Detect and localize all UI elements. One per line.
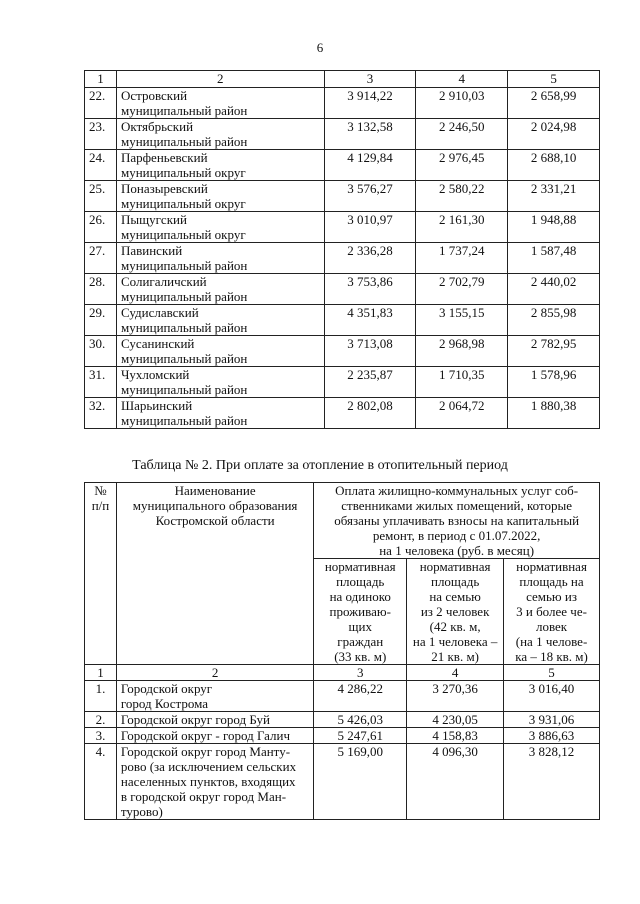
column-number: 2 [116, 71, 324, 88]
subheader-text: (на 1 челове- [515, 634, 588, 649]
value-cell: 2 702,79 [416, 274, 508, 305]
municipality-name-line: Островский [120, 88, 188, 103]
row-number: 4. [85, 744, 117, 820]
municipality-name [116, 744, 313, 820]
municipality-name-line: муниципальный округ [120, 227, 246, 242]
value-cell: 2 782,95 [508, 336, 600, 367]
column-number-row [85, 665, 600, 681]
value-cell: 1 880,38 [508, 398, 600, 429]
municipality-name-line: муниципальный округ [120, 165, 246, 180]
row-number: 24. [85, 150, 117, 181]
municipality-name [116, 88, 324, 119]
value-cell: 4 129,84 [324, 150, 416, 181]
value-cell: 1 710,35 [416, 367, 508, 398]
value-cell: 2 440,02 [508, 274, 600, 305]
row-number: 32. [85, 398, 117, 429]
value-cell: 3 132,58 [324, 119, 416, 150]
table-2-title: Таблица № 2. При оплате за отопление в отопительный период [132, 458, 508, 473]
municipality-name-line: муниципальный район [120, 103, 248, 118]
header-payment-cell [314, 483, 600, 559]
row-number: 29. [85, 305, 117, 336]
table-row [85, 212, 600, 243]
subheader-three-plus-family [504, 559, 600, 665]
table-row [85, 305, 600, 336]
value-cell: 5 247,61 [314, 728, 407, 744]
municipality-name-line: Солигаличский [120, 274, 207, 289]
value-cell: 2 246,50 [416, 119, 508, 150]
municipality-name-line: Сусанинский [120, 336, 195, 351]
column-number: 2 [116, 665, 313, 681]
value-cell: 5 169,00 [314, 744, 407, 820]
value-cell: 2 024,98 [508, 119, 600, 150]
value-cell: 5 426,03 [314, 712, 407, 728]
row-number: 28. [85, 274, 117, 305]
value-cell: 4 096,30 [407, 744, 504, 820]
value-cell: 2 331,21 [508, 181, 600, 212]
value-cell: 2 658,99 [508, 88, 600, 119]
municipality-name [116, 681, 313, 712]
header-text: муниципального образования [132, 498, 298, 513]
page-number: 6 [316, 40, 324, 55]
municipality-name-line: Судиславский [120, 305, 199, 320]
municipality-name [116, 336, 324, 367]
table-row [85, 150, 600, 181]
municipality-name [116, 243, 324, 274]
value-cell: 3 828,12 [504, 744, 600, 820]
municipality-name [116, 712, 313, 728]
header-text: на 1 человека (руб. в месяц) [379, 543, 535, 558]
municipality-name [116, 398, 324, 429]
municipality-name-line: Городской округ - город Галич [120, 728, 291, 743]
row-number: 31. [85, 367, 117, 398]
value-cell: 3 931,06 [504, 712, 600, 728]
value-cell: 2 580,22 [416, 181, 508, 212]
table-row [85, 367, 600, 398]
municipality-name-line: Городской округ [120, 681, 213, 696]
header-text: ственниками жилых помещений, которые [341, 498, 573, 513]
row-number: 25. [85, 181, 117, 212]
subheader-text: проживаю- [329, 604, 391, 619]
subheader-text: 21 кв. м) [431, 649, 479, 664]
value-cell: 2 855,98 [508, 305, 600, 336]
header-text: Костромской области [155, 513, 275, 528]
municipality-name-line: Парфеньевский [120, 150, 208, 165]
header-text: ремонт, в период с 01.07.2022, [372, 528, 541, 543]
table-row [85, 181, 600, 212]
subheader-text: 3 и более че- [516, 604, 587, 619]
column-number: 4 [416, 71, 508, 88]
municipality-name-line: рово (за исключением сельских [120, 759, 297, 774]
subheader-text: площадь [336, 574, 385, 589]
subheader-text: (42 кв. м, [429, 619, 481, 634]
value-cell: 3 016,40 [504, 681, 600, 712]
column-number: 1 [85, 71, 117, 88]
value-cell: 1 948,88 [508, 212, 600, 243]
subheader-text: на 1 человека – [412, 634, 498, 649]
municipality-name-line: Пыщугский [120, 212, 187, 227]
municipality-name-line: Павинский [120, 243, 183, 258]
value-cell: 1 587,48 [508, 243, 600, 274]
column-number: 3 [314, 665, 407, 681]
municipality-name-line: населенных пунктов, входящих [120, 774, 296, 789]
row-number: 1. [85, 681, 117, 712]
municipality-name [116, 212, 324, 243]
municipality-name-line: город Кострома [120, 696, 209, 711]
subheader-text: на семью [429, 589, 481, 604]
subheader-text: нормативная [516, 559, 587, 574]
subheader-text: ка – 18 кв. м) [515, 649, 588, 664]
value-cell: 1 737,24 [416, 243, 508, 274]
value-cell: 2 802,08 [324, 398, 416, 429]
municipality-name-line: Чухломский [120, 367, 190, 382]
value-cell: 4 286,22 [314, 681, 407, 712]
header-number-cell [85, 483, 117, 665]
column-number-row [85, 71, 600, 88]
municipality-name-line: в городской округ город Ман- [120, 789, 287, 804]
column-number: 4 [407, 665, 504, 681]
subheader-text: ловек [535, 619, 568, 634]
value-cell: 4 158,83 [407, 728, 504, 744]
municipality-name-line: Поназыревский [120, 181, 208, 196]
value-cell: 2 336,28 [324, 243, 416, 274]
value-cell: 2 688,10 [508, 150, 600, 181]
header-text: № [94, 483, 107, 498]
municipality-name [116, 305, 324, 336]
value-cell: 3 914,22 [324, 88, 416, 119]
row-number: 27. [85, 243, 117, 274]
municipality-name-line: муниципальный район [120, 382, 248, 397]
subheader-text: площадь [430, 574, 480, 589]
value-cell: 3 155,15 [416, 305, 508, 336]
table-row [85, 712, 600, 728]
municipality-name-line: Городской округ город Манту- [120, 744, 291, 759]
row-number: 30. [85, 336, 117, 367]
municipal-payments-table-continued [84, 70, 600, 429]
header-text: п/п [91, 498, 110, 513]
municipality-name [116, 119, 324, 150]
table-row [85, 274, 600, 305]
municipality-name-line: муниципальный район [120, 289, 248, 304]
table-row [85, 398, 600, 429]
table-row [85, 336, 600, 367]
municipality-name-line: муниципальный округ [120, 196, 246, 211]
value-cell: 3 713,08 [324, 336, 416, 367]
subheader-single-resident [314, 559, 407, 665]
municipality-name-line: муниципальный район [120, 320, 248, 335]
row-number: 3. [85, 728, 117, 744]
row-number: 22. [85, 88, 117, 119]
subheader-text: из 2 человек [420, 604, 490, 619]
value-cell: 2 161,30 [416, 212, 508, 243]
header-text: Оплата жилищно-коммунальных услуг соб- [335, 483, 579, 498]
heating-period-payments-table [84, 482, 600, 820]
table-header-row [85, 483, 600, 559]
municipality-name [116, 150, 324, 181]
municipality-name-line: муниципальный район [120, 258, 248, 273]
value-cell: 4 351,83 [324, 305, 416, 336]
row-number: 2. [85, 712, 117, 728]
value-cell: 3 753,86 [324, 274, 416, 305]
subheader-text: граждан [337, 634, 384, 649]
value-cell: 2 064,72 [416, 398, 508, 429]
table-row [85, 119, 600, 150]
value-cell: 1 578,96 [508, 367, 600, 398]
subheader-text: (33 кв. м) [334, 649, 387, 664]
value-cell: 3 010,97 [324, 212, 416, 243]
subheader-text: нормативная [419, 559, 491, 574]
table-row [85, 728, 600, 744]
header-text: Наименование [174, 483, 256, 498]
subheader-text: нормативная [324, 559, 396, 574]
header-text: обязаны уплачивать взносы на капитальный [334, 513, 580, 528]
value-cell: 3 886,63 [504, 728, 600, 744]
column-number: 1 [85, 665, 117, 681]
value-cell: 3 576,27 [324, 181, 416, 212]
municipality-name [116, 367, 324, 398]
table-row [85, 681, 600, 712]
table-row [85, 744, 600, 820]
value-cell: 2 968,98 [416, 336, 508, 367]
column-number: 5 [508, 71, 600, 88]
subheader-two-person-family [407, 559, 504, 665]
municipality-name-line: турово) [120, 804, 163, 819]
municipality-name [116, 181, 324, 212]
row-number: 23. [85, 119, 117, 150]
municipality-name-line: Шарьинский [120, 398, 193, 413]
table-row [85, 243, 600, 274]
municipality-name-line: Октябрьский [120, 119, 194, 134]
municipality-name-line: муниципальный район [120, 134, 248, 149]
column-number: 5 [504, 665, 600, 681]
subheader-text: площадь на [519, 574, 584, 589]
subheader-text: семью из [526, 589, 577, 604]
table-row [85, 88, 600, 119]
header-name-cell [116, 483, 313, 665]
value-cell: 2 235,87 [324, 367, 416, 398]
subheader-text: на одиноко [329, 589, 391, 604]
municipality-name-line: муниципальный район [120, 351, 248, 366]
row-number: 26. [85, 212, 117, 243]
municipality-name [116, 274, 324, 305]
value-cell: 2 910,03 [416, 88, 508, 119]
column-number: 3 [324, 71, 416, 88]
value-cell: 4 230,05 [407, 712, 504, 728]
municipality-name [116, 728, 313, 744]
municipality-name-line: Городской округ город Буй [120, 712, 270, 727]
value-cell: 3 270,36 [407, 681, 504, 712]
municipality-name-line: муниципальный район [120, 413, 248, 428]
value-cell: 2 976,45 [416, 150, 508, 181]
subheader-text: щих [348, 619, 372, 634]
